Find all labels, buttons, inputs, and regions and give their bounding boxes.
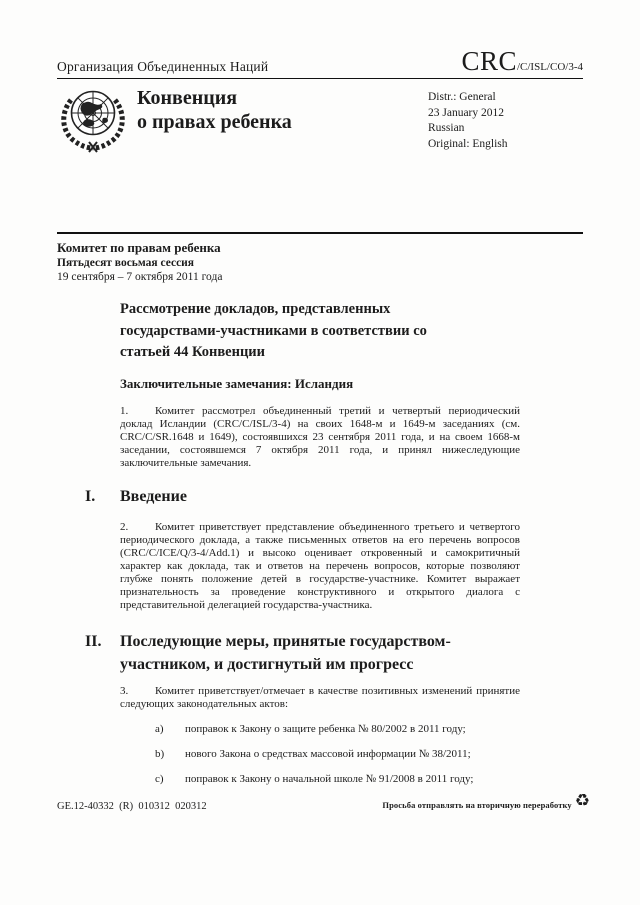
paragraph-3-number: 3.	[120, 684, 129, 697]
list-item-c-text: поправок к Закону о начальной школе № 91/2008 в 2011 году;	[185, 772, 474, 785]
document-symbol-main: CRC	[461, 46, 517, 76]
paragraph-3	[120, 685, 520, 711]
paragraph-1-text: Комитет рассмотрел объединенный третий и четвертый периодический доклад Исландии (CRC/C/ISL/3-4) на своих 1648-м и 1649-м заседаниях (см. CRC/C/SR.1648 и 1649), состоявшихся 23 сентября 2011 года, и на своем 1668-м заседании, состоявшемся 7 октября 2011 года, и принял нижеследующие заключительные замечания.	[120, 404, 520, 469]
section-1-numeral: I.	[85, 487, 96, 505]
list-item-c	[155, 773, 525, 786]
header-masthead	[57, 82, 583, 157]
header-top-row	[57, 48, 583, 79]
committee-name: Комитет по правам ребенка	[57, 240, 221, 255]
list-item-a	[155, 723, 525, 736]
publication-title-line2: о правах ребенка	[137, 111, 292, 133]
session-block	[57, 234, 583, 284]
publication-title	[137, 86, 292, 157]
list-item-b-text: нового Закона о средствах массовой информации № 38/2011;	[185, 747, 471, 760]
document-subtitle: Заключительные замечания: Исландия	[120, 375, 354, 391]
footer-recycle-note	[382, 791, 590, 811]
document-title: Рассмотрение докладов, представленных государствами-участниками в соответствии со статьей 44 Конвенции	[120, 301, 427, 360]
recycle-note-text: Просьба отправлять на вторичную переработку	[382, 799, 572, 810]
paragraph-3-text: Комитет приветствует/отмечает в качестве позитивных изменений принятие следующих законодательных актов:	[120, 684, 520, 710]
list-item-a-text: поправок к Закону о защите ребенка № 80/2002 в 2011 году;	[185, 722, 466, 735]
un-organization-name: Организация Объединенных Наций	[57, 59, 269, 74]
paragraph-1	[120, 405, 520, 470]
distribution-block	[428, 90, 508, 152]
paragraph-2	[120, 521, 520, 612]
session-name: Пятьдесят восьмая сессия	[57, 257, 195, 269]
paragraph-1-number: 1.	[120, 404, 129, 417]
footer-document-code: GE.12-40332 (R) 010312 020312	[57, 801, 207, 812]
distr-date: 23 January 2012	[428, 106, 505, 119]
document-symbol	[461, 48, 583, 75]
document-symbol-suffix: /C/ISL/CO/3-4	[516, 61, 583, 73]
paragraph-2-text: Комитет приветствует представление объединенного третьего и четвертого периодического доклада, а также письменных ответов на его перечень вопросов (CRC/C/ICE/Q/3-4/Add.1) и высоко оценивает откровенный и самокритичный характер как доклада, так и ответов на перечень вопросов, которые позволяют глубже понять положение детей в государстве-участнике. Комитет выражает признательность за проведение конструктивного и открытого диалога с представительной делегацией государства-участника.	[120, 520, 520, 611]
un-emblem-icon	[57, 82, 129, 154]
distr-original: Original: English	[428, 137, 508, 150]
list-item-c-label: c)	[155, 772, 164, 785]
section-2-title: Последующие меры, принятые государством-участником, и достигнутый им прогресс	[120, 632, 451, 673]
list-item-a-label: a)	[155, 722, 164, 735]
section-heading-1	[85, 485, 583, 508]
section-1-title: Введение	[120, 487, 187, 505]
publication-title-line1: Конвенция	[137, 87, 238, 109]
list-item-b	[155, 748, 525, 761]
session-dates: 19 сентября – 7 октября 2011 года	[57, 271, 223, 283]
distr-type: Distr.: General	[428, 91, 496, 103]
section-2-numeral: II.	[85, 632, 102, 650]
distr-language: Russian	[428, 122, 465, 134]
recycle-icon: ♻	[574, 791, 590, 811]
list-item-b-label: b)	[155, 747, 165, 760]
paragraph-2-number: 2.	[120, 520, 129, 533]
section-heading-2	[85, 630, 583, 676]
